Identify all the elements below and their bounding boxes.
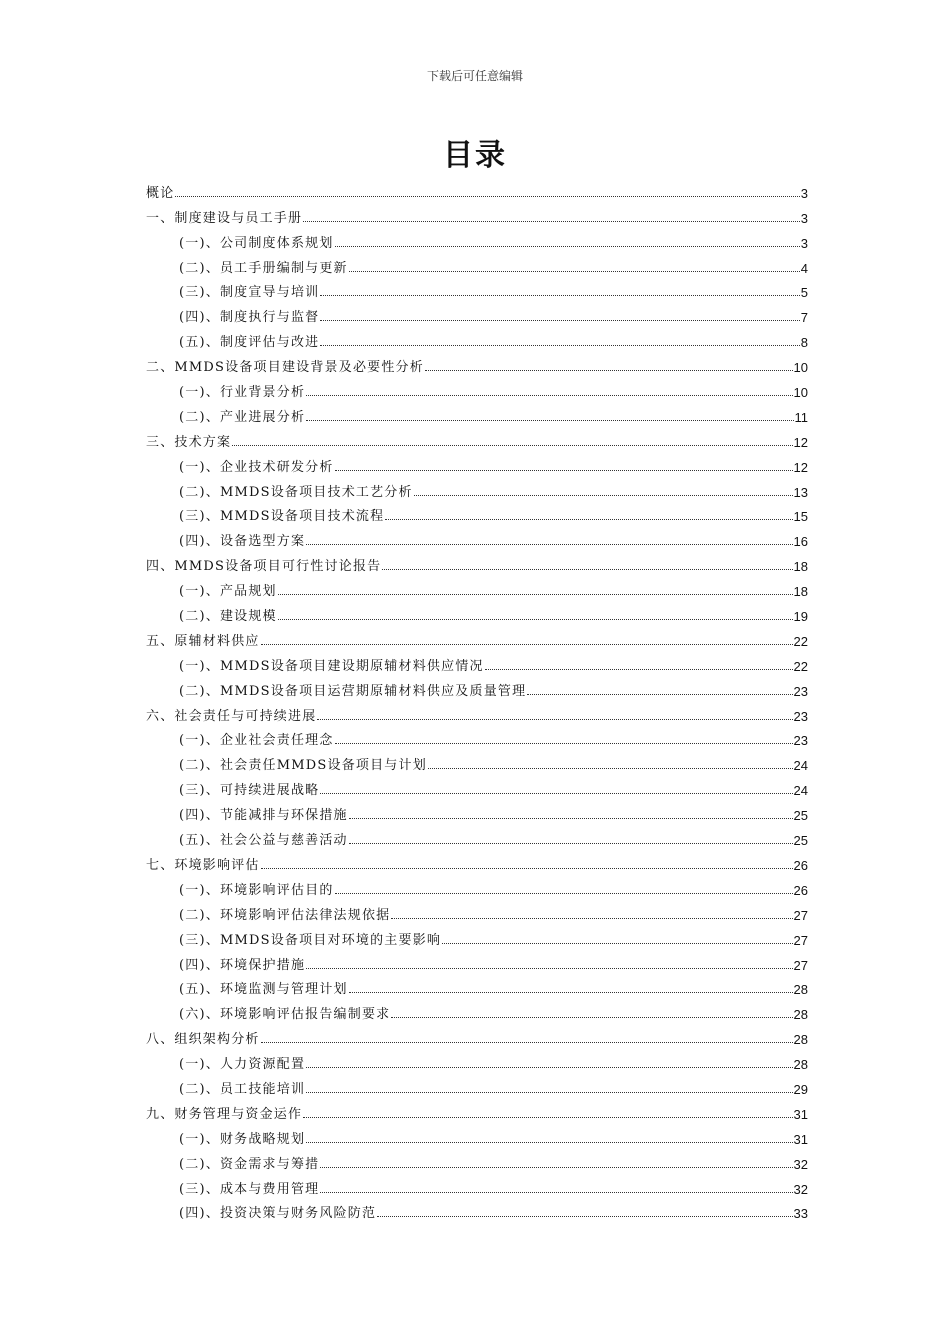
toc-entry-label: 五、原辅材料供应 xyxy=(146,633,260,649)
toc-dot-leader xyxy=(317,719,792,720)
toc-entry-page-number: 23 xyxy=(793,708,808,724)
toc-entry-label: (二)、社会责任MMDS设备项目与计划 xyxy=(179,758,427,774)
toc-dot-leader xyxy=(306,1092,792,1093)
toc-entry-page-number: 4 xyxy=(800,260,808,276)
toc-entry-page-number: 28 xyxy=(793,982,808,998)
toc-entry[interactable] xyxy=(146,1122,808,1147)
toc-dot-leader xyxy=(385,519,792,520)
toc-entry-label: (六)、环境影响评估报告编制要求 xyxy=(179,1007,391,1023)
toc-entry-label: 三、技术方案 xyxy=(146,434,232,450)
toc-entry-page-number: 15 xyxy=(793,509,808,525)
toc-entry-label: 一、制度建设与员工手册 xyxy=(146,210,303,226)
toc-entry[interactable] xyxy=(146,276,808,301)
toc-entry-label: (一)、MMDS设备项目建设期原辅材料供应情况 xyxy=(179,658,484,674)
toc-entry[interactable] xyxy=(146,1197,808,1222)
toc-entry-page-number: 3 xyxy=(800,210,808,226)
toc-entry-page-number: 8 xyxy=(800,335,808,351)
toc-dot-leader xyxy=(320,1192,792,1193)
toc-entry-page-number: 27 xyxy=(793,907,808,923)
toc-dot-leader xyxy=(306,1142,792,1143)
toc-dot-leader xyxy=(377,1216,792,1217)
toc-entry-page-number: 18 xyxy=(793,559,808,575)
toc-entry-page-number: 19 xyxy=(793,609,808,625)
toc-dot-leader xyxy=(391,918,792,919)
toc-dot-leader xyxy=(306,420,793,421)
toc-entry[interactable] xyxy=(146,948,808,973)
toc-entry-label: 七、环境影响评估 xyxy=(146,857,260,873)
toc-dot-leader xyxy=(335,743,793,744)
toc-dot-leader xyxy=(335,246,800,247)
toc-entry-page-number: 12 xyxy=(793,434,808,450)
toc-entry-page-number: 10 xyxy=(793,385,808,401)
toc-entry[interactable] xyxy=(146,226,808,251)
toc-entry-label: 六、社会责任与可持续进展 xyxy=(146,708,317,724)
toc-dot-leader xyxy=(320,320,799,321)
toc-dot-leader xyxy=(349,818,793,819)
toc-entry[interactable] xyxy=(146,649,808,674)
toc-entry[interactable] xyxy=(146,923,808,948)
toc-entry-page-number: 32 xyxy=(793,1156,808,1172)
toc-entry-page-number: 26 xyxy=(793,857,808,873)
toc-entry[interactable] xyxy=(146,873,808,898)
toc-entry-label: (二)、员工手册编制与更新 xyxy=(179,260,348,276)
toc-entry-page-number: 31 xyxy=(793,1131,808,1147)
toc-entry-page-number: 5 xyxy=(800,285,808,301)
toc-entry[interactable] xyxy=(146,251,808,276)
toc-entry-label: (一)、企业社会责任理念 xyxy=(179,733,334,749)
toc-entry[interactable] xyxy=(146,773,808,798)
toc-entry-page-number: 23 xyxy=(793,683,808,699)
toc-entry[interactable] xyxy=(146,724,808,749)
toc-dot-leader xyxy=(232,445,792,446)
toc-entry-page-number: 22 xyxy=(793,658,808,674)
toc-entry-label: (二)、MMDS设备项目技术工艺分析 xyxy=(179,484,413,500)
toc-entry[interactable] xyxy=(146,599,808,624)
toc-entry[interactable] xyxy=(146,624,808,649)
toc-dot-leader xyxy=(349,271,800,272)
toc-entry-page-number: 10 xyxy=(793,360,808,376)
toc-entry[interactable] xyxy=(146,524,808,549)
toc-dot-leader xyxy=(278,594,793,595)
toc-dot-leader xyxy=(261,644,793,645)
toc-entry-page-number: 28 xyxy=(793,1057,808,1073)
toc-entry[interactable] xyxy=(146,1172,808,1197)
toc-entry[interactable] xyxy=(146,201,808,226)
toc-entry-label: 九、财务管理与资金运作 xyxy=(146,1106,303,1122)
page-title: 目录 xyxy=(443,138,507,173)
toc-entry-page-number: 31 xyxy=(793,1106,808,1122)
table-of-contents xyxy=(146,176,808,1221)
toc-entry[interactable] xyxy=(146,300,808,325)
toc-entry[interactable] xyxy=(146,674,808,699)
toc-entry-page-number: 32 xyxy=(793,1181,808,1197)
toc-entry-label: (一)、企业技术研发分析 xyxy=(179,459,334,475)
toc-dot-leader xyxy=(425,370,793,371)
toc-entry-page-number: 26 xyxy=(793,882,808,898)
toc-entry-label: (一)、环境影响评估目的 xyxy=(179,882,334,898)
toc-dot-leader xyxy=(335,470,793,471)
toc-entry[interactable] xyxy=(146,500,808,525)
toc-entry[interactable] xyxy=(146,973,808,998)
toc-entry[interactable] xyxy=(146,176,808,201)
toc-dot-leader xyxy=(303,221,800,222)
toc-entry-label: (四)、制度执行与监督 xyxy=(179,310,320,326)
toc-entry-page-number: 29 xyxy=(793,1081,808,1097)
toc-entry[interactable] xyxy=(146,475,808,500)
toc-entry-label: (二)、MMDS设备项目运营期原辅材料供应及质量管理 xyxy=(179,683,527,699)
toc-entry-label: (四)、环境保护措施 xyxy=(179,957,306,973)
toc-dot-leader xyxy=(414,495,793,496)
toc-entry-label: (二)、建设规模 xyxy=(179,609,277,625)
toc-entry-page-number: 27 xyxy=(793,957,808,973)
toc-entry-label: (二)、产业进展分析 xyxy=(179,409,306,425)
toc-entry-label: (三)、MMDS设备项目技术流程 xyxy=(179,509,385,525)
toc-dot-leader xyxy=(349,843,793,844)
toc-entry[interactable] xyxy=(146,1072,808,1097)
toc-entry-page-number: 24 xyxy=(793,758,808,774)
toc-entry-label: (二)、环境影响评估法律法规依据 xyxy=(179,907,391,923)
toc-entry-page-number: 27 xyxy=(793,932,808,948)
toc-entry-label: (四)、设备选型方案 xyxy=(179,534,306,550)
toc-entry[interactable] xyxy=(146,699,808,724)
toc-entry-page-number: 16 xyxy=(793,534,808,550)
toc-entry-label: 四、MMDS设备项目可行性讨论报告 xyxy=(146,559,382,575)
toc-entry-label: (五)、社会公益与慈善活动 xyxy=(179,833,348,849)
toc-dot-leader xyxy=(349,992,793,993)
toc-entry-label: (四)、节能减排与环保措施 xyxy=(179,808,348,824)
toc-entry-page-number: 23 xyxy=(793,733,808,749)
toc-dot-leader xyxy=(527,694,792,695)
toc-entry-page-number: 11 xyxy=(794,409,808,425)
toc-entry[interactable] xyxy=(146,350,808,375)
toc-dot-leader xyxy=(306,395,792,396)
toc-entry-page-number: 7 xyxy=(800,310,808,326)
toc-entry[interactable] xyxy=(146,375,808,400)
toc-entry-label: 二、MMDS设备项目建设背景及必要性分析 xyxy=(146,360,424,376)
toc-entry-label: (三)、制度宣导与培训 xyxy=(179,285,320,301)
header-note: 下载后可任意编辑 xyxy=(426,69,523,83)
toc-entry-label: (四)、投资决策与财务风险防范 xyxy=(179,1206,377,1222)
toc-dot-leader xyxy=(320,345,799,346)
toc-entry-page-number: 12 xyxy=(793,459,808,475)
toc-entry-label: (二)、员工技能培训 xyxy=(179,1081,306,1097)
toc-entry-page-number: 22 xyxy=(793,633,808,649)
toc-entry-label: (一)、产品规划 xyxy=(179,584,277,600)
toc-dot-leader xyxy=(261,868,793,869)
toc-entry[interactable] xyxy=(146,574,808,599)
toc-dot-leader xyxy=(391,1017,792,1018)
toc-entry[interactable] xyxy=(146,997,808,1022)
toc-entry[interactable] xyxy=(146,1047,808,1072)
toc-entry-label: (一)、人力资源配置 xyxy=(179,1057,306,1073)
toc-entry-page-number: 25 xyxy=(793,833,808,849)
toc-entry-label: 八、组织架构分析 xyxy=(146,1032,260,1048)
toc-entry-page-number: 33 xyxy=(793,1206,808,1222)
toc-entry-label: (五)、环境监测与管理计划 xyxy=(179,982,348,998)
toc-entry[interactable] xyxy=(146,748,808,773)
toc-entry-page-number: 18 xyxy=(793,584,808,600)
toc-entry-page-number: 3 xyxy=(800,235,808,251)
toc-entry[interactable] xyxy=(146,898,808,923)
toc-dot-leader xyxy=(382,569,792,570)
toc-entry-label: 概论 xyxy=(146,185,175,201)
toc-dot-leader xyxy=(278,619,793,620)
toc-entry[interactable] xyxy=(146,325,808,350)
toc-entry[interactable] xyxy=(146,1097,808,1122)
toc-entry[interactable] xyxy=(146,450,808,475)
toc-entry-label: (一)、财务战略规划 xyxy=(179,1131,306,1147)
toc-dot-leader xyxy=(335,893,793,894)
toc-entry-label: (一)、行业背景分析 xyxy=(179,385,306,401)
toc-entry-label: (三)、MMDS设备项目对环境的主要影响 xyxy=(179,932,442,948)
toc-entry[interactable] xyxy=(146,798,808,823)
toc-dot-leader xyxy=(442,943,792,944)
toc-dot-leader xyxy=(306,544,792,545)
toc-dot-leader xyxy=(306,968,792,969)
toc-entry[interactable] xyxy=(146,1147,808,1172)
toc-entry[interactable] xyxy=(146,823,808,848)
toc-entry-label: (五)、制度评估与改进 xyxy=(179,335,320,351)
toc-entry-page-number: 3 xyxy=(800,185,808,201)
toc-entry-page-number: 25 xyxy=(793,808,808,824)
toc-entry-page-number: 28 xyxy=(793,1032,808,1048)
toc-dot-leader xyxy=(306,1067,792,1068)
toc-dot-leader xyxy=(320,1167,792,1168)
toc-entry[interactable] xyxy=(146,848,808,873)
toc-entry-page-number: 28 xyxy=(793,1007,808,1023)
toc-dot-leader xyxy=(261,1042,793,1043)
toc-dot-leader xyxy=(303,1117,792,1118)
toc-entry[interactable] xyxy=(146,549,808,574)
toc-entry-label: (三)、可持续进展战略 xyxy=(179,783,320,799)
toc-entry-label: (三)、成本与费用管理 xyxy=(179,1181,320,1197)
toc-dot-leader xyxy=(485,669,793,670)
toc-entry-page-number: 13 xyxy=(793,484,808,500)
toc-dot-leader xyxy=(320,793,792,794)
toc-dot-leader xyxy=(175,196,799,197)
toc-entry-label: (二)、资金需求与筹措 xyxy=(179,1156,320,1172)
toc-entry[interactable] xyxy=(146,1022,808,1047)
toc-entry[interactable] xyxy=(146,425,808,450)
toc-dot-leader xyxy=(428,768,793,769)
toc-dot-leader xyxy=(320,295,799,296)
toc-entry[interactable] xyxy=(146,400,808,425)
toc-entry-label: (一)、公司制度体系规划 xyxy=(179,235,334,251)
toc-entry-page-number: 24 xyxy=(793,783,808,799)
